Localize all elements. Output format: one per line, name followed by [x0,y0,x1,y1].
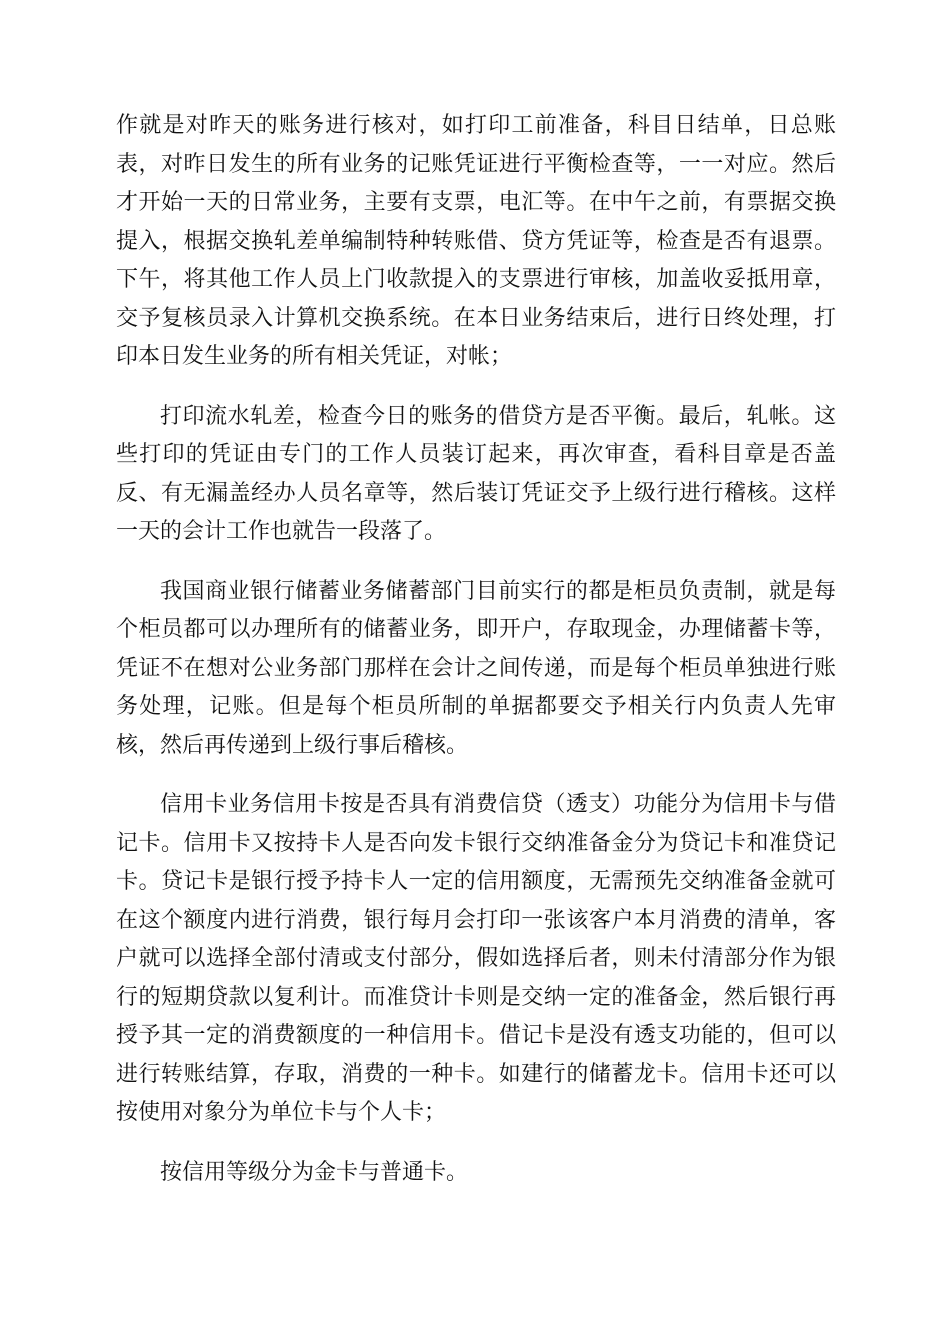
paragraph-2: 打印流水轧差，检查今日的账务的借贷方是否平衡。最后，轧帐。这些打印的凭证由专门的工作人员装订起来，再次审查，看科目章是否盖反、有无漏盖经办人员名章等，然后装订凭证交予上级行进行稽核。这样一天的会计工作也就告一段落了。 [116,403,836,544]
document-body [116,107,836,1213]
paragraph-3: 我国商业银行储蓄业务储蓄部门目前实行的都是柜员负责制，就是每个柜员都可以办理所有的储蓄业务，即开户，存取现金，办理储蓄卡等，凭证不在想对公业务部门那样在会计之间传递，而是每个柜员单独进行账务处理，记账。但是每个柜员所制的单据都要交予相关行内负责人先审核，然后再传递到上级行事后稽核。 [116,578,836,758]
paragraph-5: 按信用等级分为金卡与普通卡。 [160,1159,469,1185]
paragraph-1: 作就是对昨天的账务进行核对，如打印工前准备，科目日结单，日总账表，对昨日发生的所有业务的记账凭证进行平衡检查等，一一对应。然后才开始一天的日常业务，主要有支票，电汇等。在中午之前，有票据交换提入，根据交换轧差单编制特种转账借、贷方凭证等，检查是否有退票。下午，将其他工作人员上门收款提入的支票进行审核，加盖收妥抵用章，交予复核员录入计算机交换系统。在本日业务结束后，进行日终处理，打印本日发生业务的所有相关凭证，对帐； [116,113,836,369]
paragraph-4: 信用卡业务信用卡按是否具有消费信贷（透支）功能分为信用卡与借记卡。信用卡又按持卡人是否向发卡银行交纳准备金分为贷记卡和准贷记卡。贷记卡是银行授予持卡人一定的信用额度，无需预先交纳准备金就可在这个额度内进行消费，银行每月会打印一张该客户本月消费的清单，客户就可以选择全部付清或支付部分，假如选择后者，则未付清部分作为银行的短期贷款以复利计。而准贷计卡则是交纳一定的准备金，然后银行再授予其一定的消费额度的一种信用卡。借记卡是没有透支功能的，但可以进行转账结算，存取，消费的一种卡。如建行的储蓄龙卡。信用卡还可以按使用对象分为单位卡与个人卡； [116,792,836,1125]
